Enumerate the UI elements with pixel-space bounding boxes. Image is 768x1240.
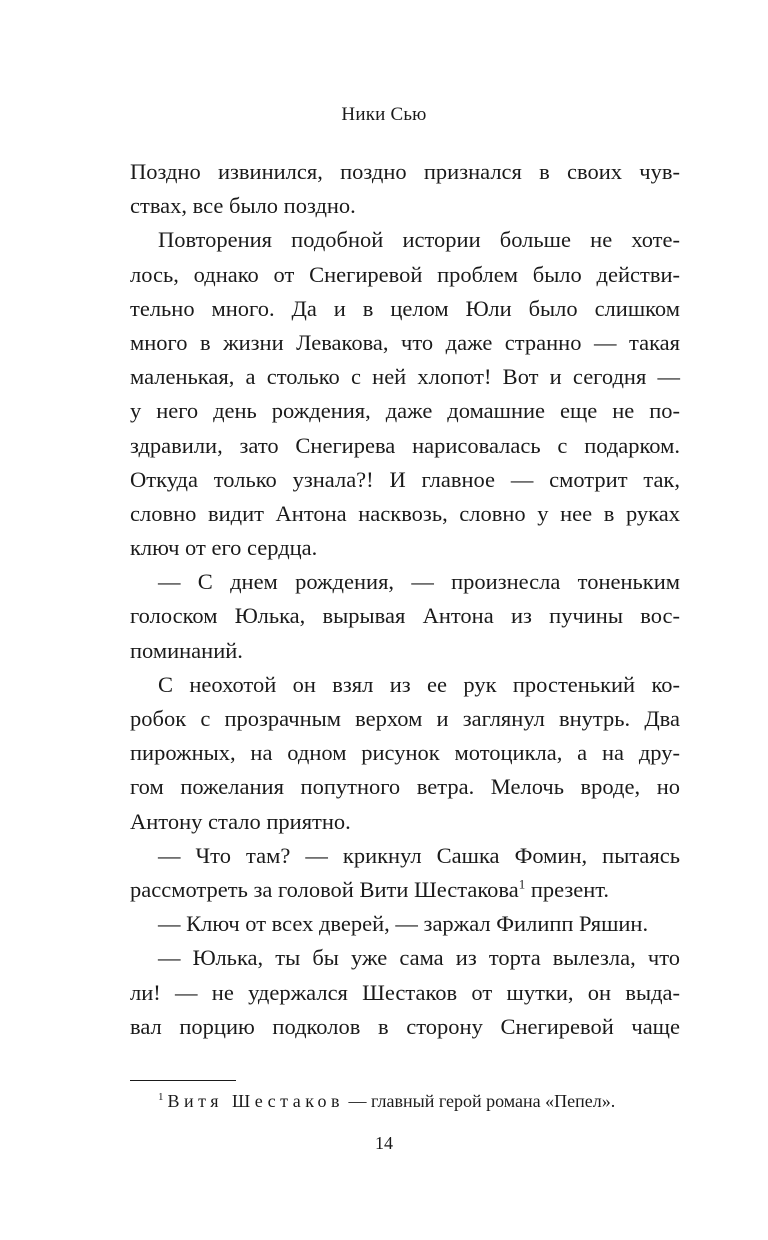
text-line: ключ от его сердца. [130, 535, 318, 561]
text-line-start: рассмотреть за головой Вити Шестакова [130, 876, 519, 902]
text-line: словно видит Антона насквозь, словно у нее в руках [130, 500, 680, 526]
text-line: поминаний. [130, 637, 243, 663]
running-head: Ники Сью [341, 104, 427, 125]
text-line: — Юлька, ты бы уже сама из торта вылезла, что [158, 945, 680, 971]
text-line: ли! — не удержался Шестаков от шутки, он выда- [130, 979, 680, 1005]
text-line: Повторения подобной истории больше не хоте- [158, 227, 680, 253]
text-line: голоском Юлька, вырывая Антона из пучины вос- [130, 603, 680, 629]
text-line: Откуда только узнала?! И главное — смотрит так, [130, 466, 680, 492]
body-text [130, 155, 680, 1044]
footnote-number: 1 [158, 1091, 164, 1103]
text-line-end: презент. [525, 876, 610, 902]
footnote-divider [130, 1080, 236, 1081]
text-line: С неохотой он взял из ее рук простенький ко- [158, 671, 680, 697]
footnote-spaced-name: Витя Шестаков [167, 1091, 345, 1111]
text-line: у него день рождения, даже домашние еще не по- [130, 398, 680, 424]
text-line: здравили, зато Снегирева нарисовалась с подарком. [130, 432, 680, 458]
text-line: пирожных, на одном рисунок мотоцикла, а на дру- [130, 740, 680, 766]
text-line: — Ключ от всех дверей, — заржал Филипп Ряшин. [158, 911, 649, 937]
text-line: Поздно извинился, поздно признался в своих чув- [130, 159, 680, 184]
text-line: — С днем рождения, — произнесла тоненьким [158, 569, 680, 595]
text-line: тельно много. Да и в целом Юли было слишком [130, 295, 680, 321]
page-number: 14 [375, 1133, 393, 1153]
text-line: лось, однако от Снегиревой проблем было действи- [130, 261, 680, 287]
text-line: ствах, все было поздно. [130, 193, 356, 219]
text-line: робок с прозрачным верхом и заглянул внутрь. Два [130, 706, 680, 731]
text-line: много в жизни Левакова, что даже странно — такая [130, 329, 680, 355]
text-line: вал порцию подколов в сторону Снегиревой чаще [130, 1013, 680, 1039]
text-line-with-footnote [130, 873, 680, 907]
text-line: Антону стало приятно. [130, 808, 351, 834]
text-line: гом пожелания попутного ветра. Мелочь вроде, но [130, 774, 680, 800]
text-line: — Что там? — крикнул Сашка Фомин, пытаясь [158, 842, 680, 868]
footnote [158, 1089, 698, 1113]
text-line: маленькая, а столько с ней хлопот! Вот и сегодня — [130, 364, 680, 390]
footnote-reference[interactable]: 1 [518, 876, 526, 892]
footnote-text: — главный герой романа «Пепел». [344, 1091, 616, 1111]
